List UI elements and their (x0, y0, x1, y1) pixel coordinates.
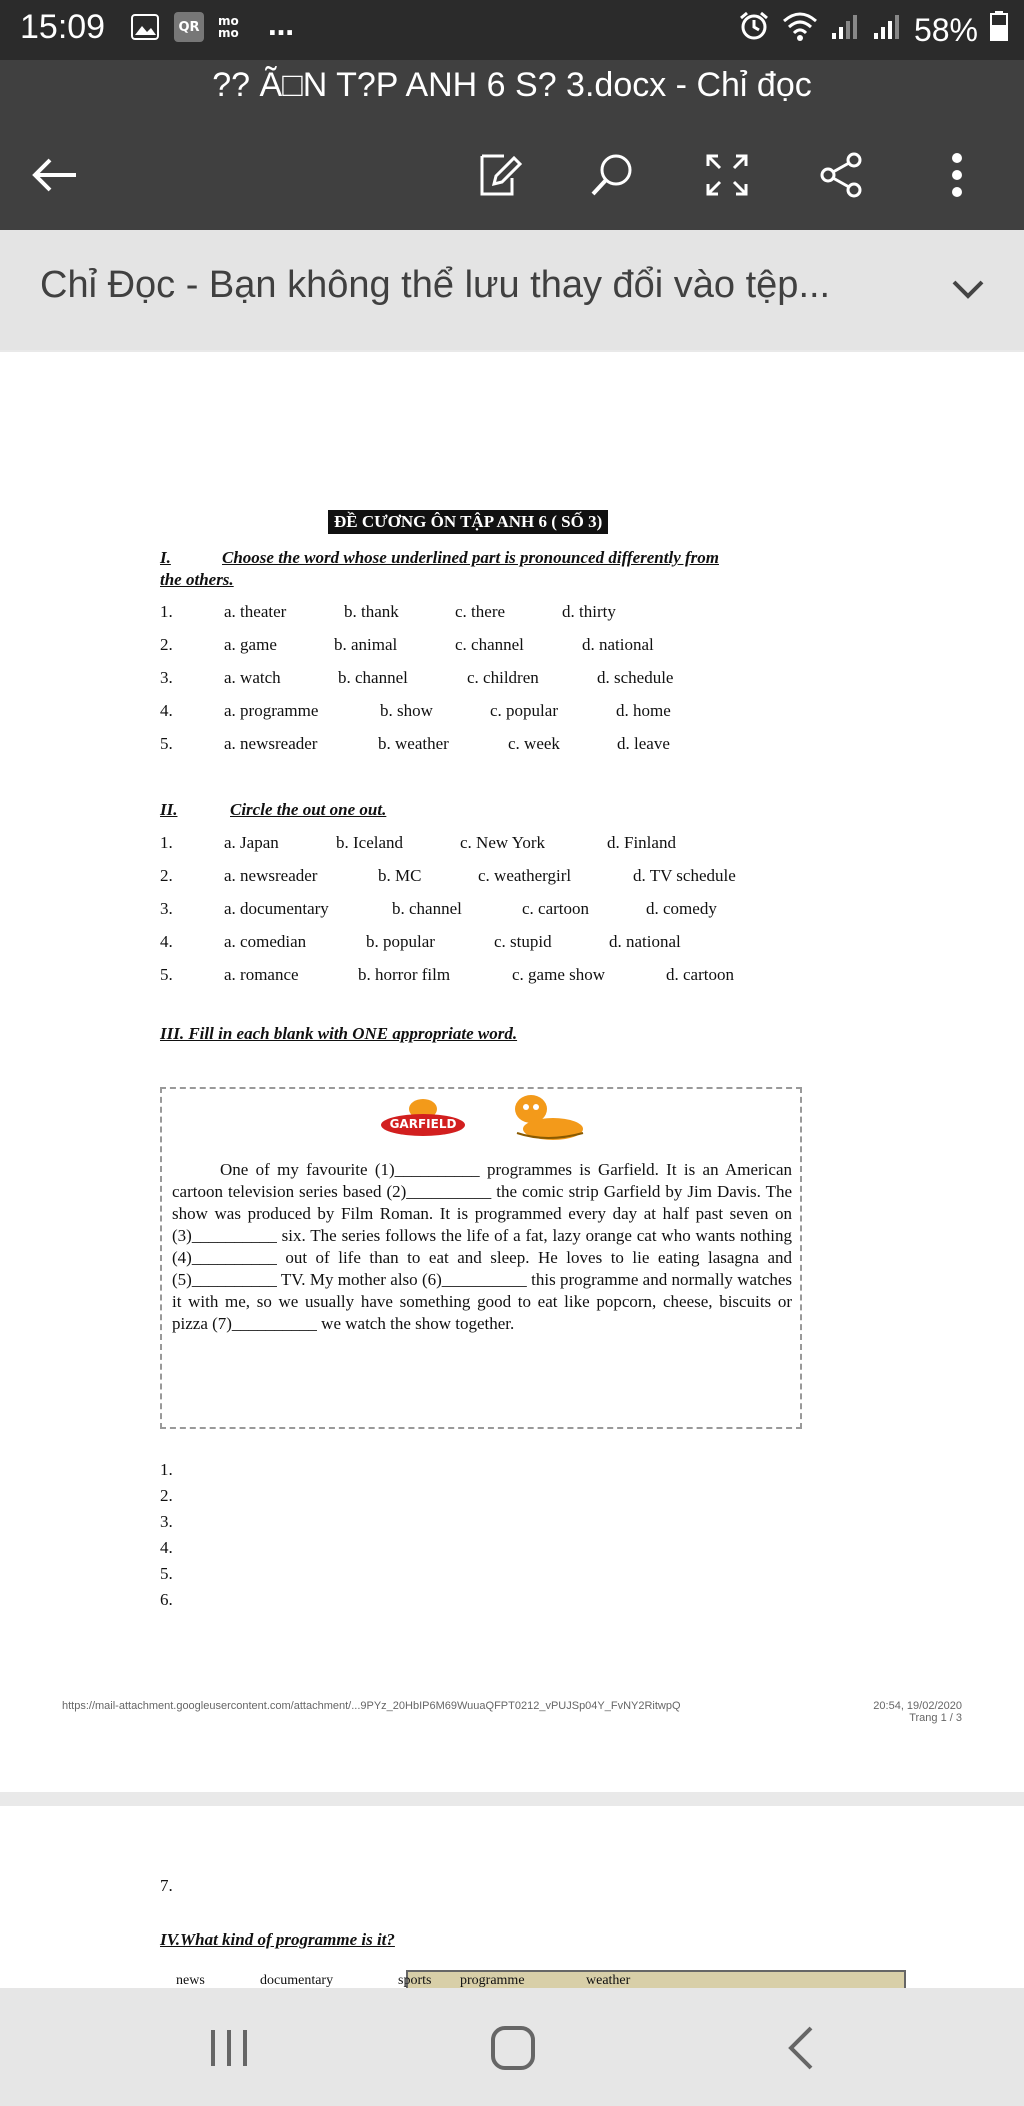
document-header: ĐỀ CƯƠNG ÔN TẬP ANH 6 ( SỐ 3) (328, 510, 608, 534)
option-d: d. TV schedule (633, 866, 736, 885)
footer-url: https://mail-attachment.googleusercontent.com/attachment/...9PYz_20HbIP6M69WuuaQFPT0212_vPUJSp04Y_FvNY2RitwpQ (62, 1700, 681, 1712)
garfield-cat-icon (507, 1093, 587, 1143)
row-number: 5. (160, 734, 173, 753)
option-b: b. popular (366, 932, 435, 951)
word-box-item: news (176, 1973, 205, 1988)
answer-line: 5. (160, 1564, 173, 1583)
app-toolbar (0, 60, 1024, 230)
status-time: 15:09 (20, 8, 106, 46)
option-a: a. documentary (224, 899, 329, 918)
recent-apps-icon (207, 2026, 251, 2070)
edit-button[interactable] (464, 140, 534, 210)
row-number: 5. (160, 965, 173, 984)
notification-icons (130, 12, 296, 42)
arrow-left-icon (30, 155, 80, 195)
option-d: d. comedy (646, 899, 717, 918)
garfield-logo (380, 1097, 466, 1137)
answer-line: 7. (160, 1876, 173, 1895)
word-box-item: weather (586, 1973, 631, 1988)
option-a: a. romance (224, 965, 299, 984)
fullscreen-button[interactable] (692, 140, 762, 210)
edit-pen-icon (474, 150, 524, 200)
search-icon (588, 150, 638, 200)
document-title: ?? Ã□N T?P ANH 6 S? 3.docx - Chỉ đọc (212, 66, 812, 104)
option-c: c. game show (512, 965, 606, 984)
option-c: c. New York (460, 833, 545, 852)
footer-page-number: Trang 1 / 3 (909, 1712, 962, 1724)
option-a: a. Japan (224, 833, 279, 852)
option-c: c. popular (490, 701, 558, 720)
momo-app-icon: mo mo (218, 14, 239, 40)
section4-title: IV.What kind of programme is it? (160, 1930, 395, 1949)
alarm-icon (738, 10, 770, 50)
back-nav-button[interactable] (766, 2018, 836, 2078)
more-notifications-icon: … (268, 12, 294, 42)
section1-label: I. (160, 548, 171, 567)
section1-title: Choose the word whose underlined part is pronounced differently from (222, 548, 719, 567)
back-button[interactable] (20, 140, 90, 210)
section3-title: III. Fill in each blank with ONE appropriate word. (160, 1024, 518, 1043)
answer-line: 3. (160, 1512, 173, 1531)
share-icon (816, 150, 866, 200)
wifi-icon (782, 11, 818, 49)
battery-icon (990, 11, 1008, 49)
word-box-item: sports (398, 1973, 432, 1988)
expand-icon (702, 150, 752, 200)
option-b: b. channel (338, 668, 408, 687)
option-d: d. national (609, 932, 681, 951)
row-number: 4. (160, 932, 173, 951)
answer-line: 2. (160, 1486, 173, 1505)
word-box-item: programme (460, 1973, 525, 1988)
status-bar (0, 0, 1024, 60)
option-a: a. theater (224, 602, 287, 621)
row-number: 2. (160, 866, 173, 885)
option-c: c. week (508, 734, 560, 753)
option-c: c. cartoon (522, 899, 590, 918)
home-button[interactable] (478, 2018, 548, 2078)
option-d: d. Finland (607, 833, 676, 852)
option-a: a. game (224, 635, 277, 654)
chevron-down-icon[interactable] (948, 270, 988, 310)
gallery-icon (130, 12, 160, 42)
search-button[interactable] (578, 140, 648, 210)
read-only-banner[interactable] (0, 230, 1024, 350)
option-c: c. there (455, 602, 506, 621)
row-number: 1. (160, 833, 173, 852)
footer-date: 20:54, 19/02/2020 (873, 1700, 962, 1712)
option-d: d. thirty (562, 602, 616, 621)
recent-apps-button[interactable] (194, 2018, 264, 2078)
qr-app-icon: QR (174, 12, 204, 42)
option-c: c. children (467, 668, 539, 687)
signal-icon-1 (830, 11, 860, 49)
more-options-button[interactable] (922, 140, 992, 210)
option-b: b. thank (344, 602, 399, 621)
option-b: b. channel (392, 899, 462, 918)
option-b: b. MC (378, 866, 422, 885)
section2-label: II. (160, 800, 178, 819)
answer-line: 6. (160, 1590, 173, 1609)
option-b: b. show (380, 701, 433, 720)
word-box-item: documentary (260, 1973, 334, 1988)
share-button[interactable] (806, 140, 876, 210)
option-c: c. stupid (494, 932, 552, 951)
option-b: b. horror film (358, 965, 451, 984)
system-navigation-bar (0, 1988, 1024, 2106)
answer-line: 1. (160, 1460, 173, 1479)
row-number: 4. (160, 701, 173, 720)
status-right (738, 10, 1008, 50)
document-page-1 (0, 352, 1024, 1792)
battery-percent: 58% (913, 11, 978, 48)
document-page-2 (0, 1806, 1024, 1996)
answer-line: 4. (160, 1538, 173, 1557)
passage-text: One of my favourite (1)__________ programmes is Garfield. It is an American cartoon television series based (2)__________ the comic strip Garfield by Jim Davis. The show was produced by Film Roman. It is programmed every day at half past seven on (3)__________ six. The series follows the life of a fat, lazy orange cat who wants nothing (4)__________ out of life than to eat and sleep. He loves to lie eating lasagna and (5)__________ TV. My mother also (6)__________ this programme and normally watches it with me, so we usually have something good to eat like popcorn, cheese, biscuits or pizza (7)__________ we watch the show together. (172, 1160, 792, 1333)
passage-box (160, 1087, 802, 1429)
signal-icon-2 (872, 11, 902, 49)
option-b: b. Iceland (336, 833, 404, 852)
option-a: a. newsreader (224, 734, 318, 753)
option-d: d. leave (617, 734, 670, 753)
option-c: c. channel (455, 635, 524, 654)
row-number: 3. (160, 668, 173, 687)
option-b: b. animal (334, 635, 398, 654)
option-c: c. weathergirl (478, 866, 572, 885)
row-number: 1. (160, 602, 173, 621)
row-number: 3. (160, 899, 173, 918)
row-number: 2. (160, 635, 173, 654)
option-a: a. comedian (224, 932, 307, 951)
more-vertical-icon (947, 150, 967, 200)
option-a: a. programme (224, 701, 319, 720)
option-d: d. national (582, 635, 654, 654)
chevron-left-icon (781, 2023, 821, 2073)
section2-title: Circle the out one out. (230, 800, 387, 819)
footer-meta (873, 1700, 962, 1724)
option-d: d. home (616, 701, 671, 720)
garfield-logo-text: GARFIELD (389, 1117, 457, 1131)
option-b: b. weather (378, 734, 449, 753)
option-a: a. newsreader (224, 866, 318, 885)
option-a: a. watch (224, 668, 281, 687)
home-icon (488, 2023, 538, 2073)
option-d: d. cartoon (666, 965, 734, 984)
option-d: d. schedule (597, 668, 674, 687)
section1-title-cont: the others. (160, 570, 234, 589)
read-only-message: Chỉ Đọc - Bạn không thể lưu thay đổi vào tệp... (40, 264, 831, 306)
